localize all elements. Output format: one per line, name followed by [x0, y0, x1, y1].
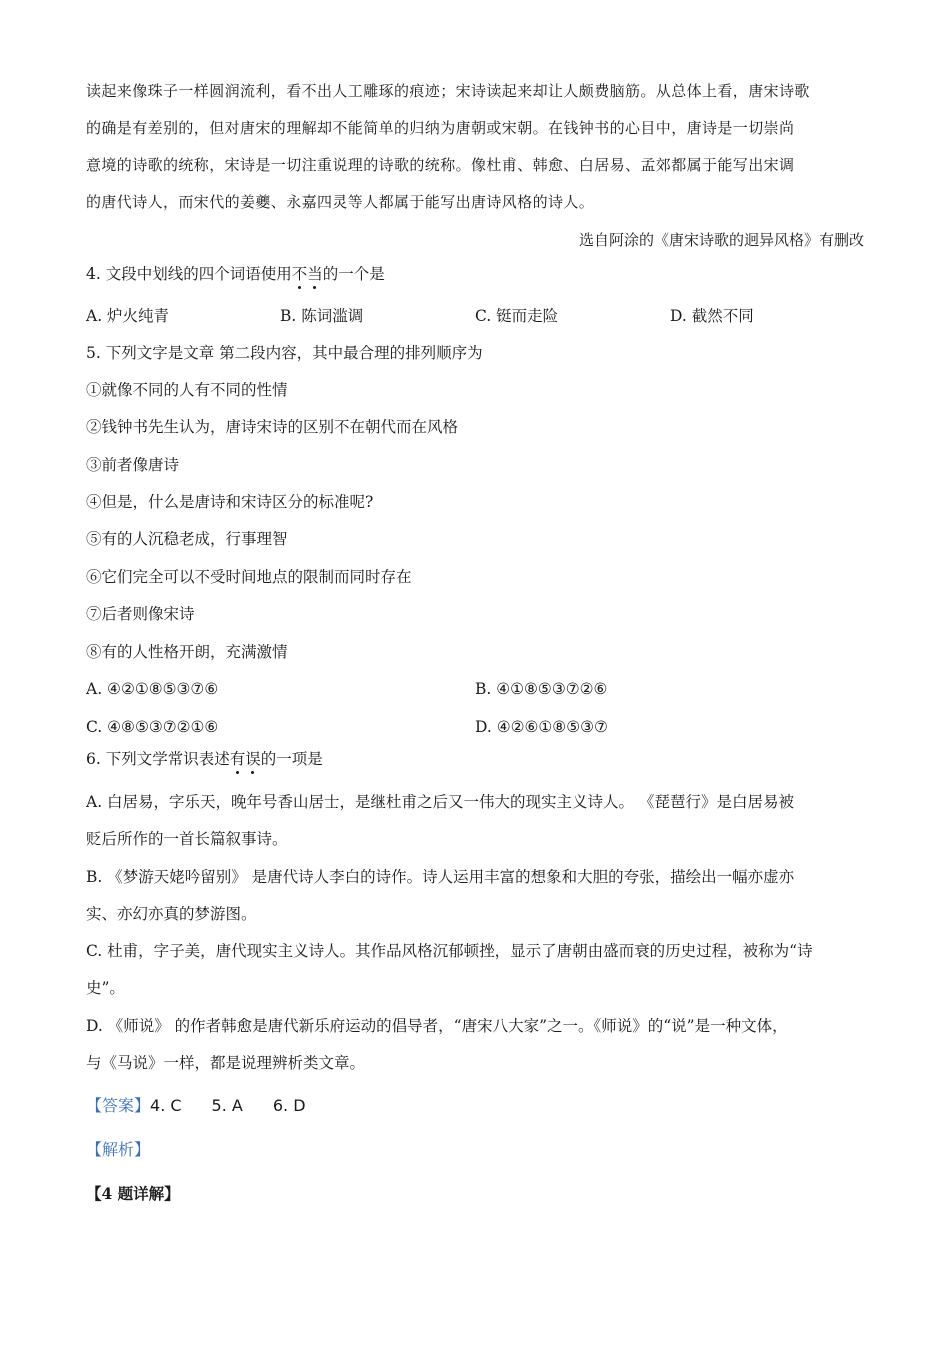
q5-item-4: ④但是，什么是唐诗和宋诗区分的标准呢? [86, 493, 374, 511]
q4-stem [86, 263, 385, 285]
q4-option-c: C. 铤而走险 [475, 307, 559, 325]
answer-q5: 5. A [211, 1096, 243, 1115]
passage-line-2: 的确是有差别的，但对唐宋的理解却不能简单的归纳为唐朝或宋朝。在钱钟书的心目中，唐诗是一切崇尚 [86, 119, 795, 137]
passage-line-1: 读起来像珠子一样圆润流利，看不出人工雕琢的痕迹；宋诗读起来却让人颇费脑筋。从总体上看，唐宋诗歌 [86, 82, 810, 100]
q6-stem-before: 6. 下列文学常识表述 [86, 750, 230, 768]
q6-option-c-line-2: 史”。 [86, 979, 125, 997]
q5-option-b: B. ④①⑧⑤③⑦②⑥ [475, 680, 608, 698]
q4-option-b: B. 陈词滥调 [280, 307, 364, 325]
q5-item-5: ⑤有的人沉稳老成，行事理智 [86, 530, 288, 548]
q6-option-a-line-1: A. 白居易，字乐天，晚年号香山居士，是继杜甫之后又一伟大的现实主义诗人。 《琵琶行》是白居易被 [86, 793, 794, 811]
q4-option-d: D. 截然不同 [670, 307, 754, 325]
analysis-label: 【解析】 [86, 1140, 151, 1159]
q6-option-b-line-1: B. 《梦游天姥吟留别》 是唐代诗人李白的诗作。诗人运用丰富的想象和大胆的夸张，描绘出一幅亦虚亦 [86, 868, 795, 886]
q6-option-a-line-2: 贬后所作的一首长篇叙事诗。 [86, 830, 288, 848]
q4-stem-after: 的一个是 [322, 265, 385, 283]
q4-emphasis-1: 不 [291, 265, 308, 283]
q4-option-a: A. 炉火纯青 [86, 307, 170, 325]
q5-item-1: ①就像不同的人有不同的性情 [86, 381, 288, 399]
analysis-detail-heading: 【4 题详解】 [86, 1184, 180, 1203]
passage-source: 选自阿涂的《唐宋诗歌的迥异风格》有删改 [578, 231, 864, 249]
q6-option-d-line-2: 与《马说》一样，都是说理辨析类文章。 [86, 1054, 366, 1072]
q6-option-d-line-1: D. 《师说》 的作者韩愈是唐代新乐府运动的倡导者，“唐宋八大家”之一。《师说》的“说”是一种文体， [86, 1017, 788, 1035]
q5-option-d: D. ④②⑥①⑧⑤③⑦ [475, 718, 608, 736]
passage-line-3: 意境的诗歌的统称，宋诗是一切注重说理的诗歌的统称。像杜甫、韩愈、白居易、孟郊都属于能写出宋调 [86, 156, 795, 174]
passage-line-4: 的唐代诗人，而宋代的姜夔、永嘉四灵等人都属于能写出唐诗风格的诗人。 [86, 193, 595, 211]
q6-stem-after: 的一项是 [260, 750, 323, 768]
q6-option-c-line-1: C. 杜甫，字子美，唐代现实主义诗人。其作品风格沉郁顿挫，显示了唐朝由盛而衰的历史过程，被称为“诗 [86, 942, 813, 960]
q5-option-c: C. ④⑧⑤③⑦②①⑥ [86, 718, 219, 736]
q6-stem [86, 748, 323, 770]
answer-q4: 4. C [150, 1096, 182, 1115]
q5-item-8: ⑧有的人性格开朗，充满激情 [86, 643, 288, 661]
q6-emphasis-1: 有 [229, 750, 246, 768]
q5-option-a: A. ④②①⑧⑤③⑦⑥ [86, 680, 219, 698]
answer-label: 【答案】 [86, 1096, 151, 1115]
q6-option-b-line-2: 实、亦幻亦真的梦游图。 [86, 905, 257, 923]
q5-stem: 5. 下列文字是文章 第二段内容，其中最合理的排列顺序为 [86, 344, 483, 362]
q5-item-2: ②钱钟书先生认为，唐诗宋诗的区别不在朝代而在风格 [86, 418, 459, 436]
answer-row [86, 1095, 306, 1117]
q5-item-7: ⑦后者则像宋诗 [86, 605, 195, 623]
answer-q6: 6. D [272, 1096, 306, 1115]
q6-emphasis-2: 误 [245, 750, 261, 768]
q5-item-6: ⑥它们完全可以不受时间地点的限制而同时存在 [86, 568, 412, 586]
q4-emphasis-2: 当 [307, 265, 323, 283]
q4-stem-before: 4. 文段中划线的四个词语使用 [86, 265, 292, 283]
q5-item-3: ③前者像唐诗 [86, 456, 180, 474]
